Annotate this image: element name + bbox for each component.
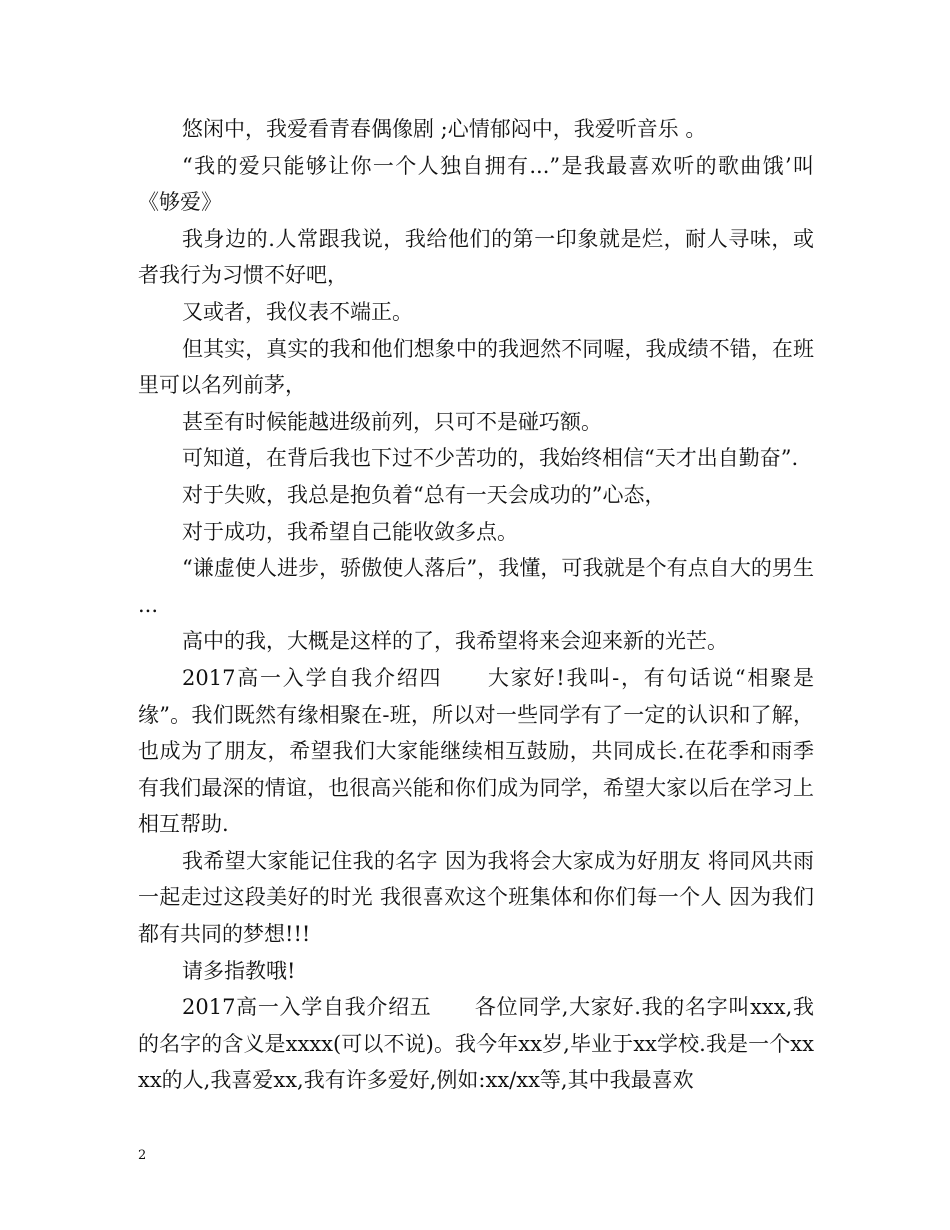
page-number: 2 (138, 1148, 147, 1163)
paragraph: 但其实，真实的我和他们想象中的我迥然不同喔，我成绩不错，在班里可以名列前茅， (138, 336, 814, 398)
paragraph: 悠闲中，我爱看青春偶像剧 ;心情郁闷中，我爱听音乐 。 (182, 117, 707, 141)
paragraph: 我希望大家能记住我的名字 因为我将会大家成为好朋友 将同风共雨 一起走过这段美好的时光 我很喜欢这个班集体和你们每一个人 因为我们都有共同的梦想!!! (138, 848, 821, 947)
paragraph: 又或者，我仪表不端正。 (182, 299, 413, 324)
paragraph: 高中的我，大概是这样的了，我希望将来会迎来新的光芒。 (182, 629, 728, 654)
paragraph: 对于失败，我总是抱负着“总有一天会成功的”心态， (182, 482, 666, 507)
paragraph: 2017高一入学自我介绍四 大家好!我叫-，有句话说“相聚是缘”。我们既然有缘相聚在-班，所以对一些同学有了一定的认识和了解，也成为了朋友，希望我们大家能继续相互鼓励，共同成长.在花季和雨季有我们最深的情谊，也很高兴能和你们成为同学，希望大家以后在学习上相互帮助. (138, 665, 814, 837)
paragraph: “谦虚使人进步，骄傲使人落后”，我懂，可我就是个有点自大的男生 ... (138, 556, 821, 617)
paragraph: 我身边的.人常跟我说，我给他们的第一印象就是烂，耐人寻味，或者我行为习惯不好吧， (138, 226, 814, 288)
document-body (138, 111, 821, 1099)
paragraph: 可知道，在背后我也下过不少苦功的，我始终相信“天才出自勤奋”. (182, 446, 799, 471)
paragraph: “我的爱只能够让你一个人独自拥有...”是我最喜欢听的歌曲饿’叫《够爱》 (138, 153, 814, 215)
paragraph: 2017高一入学自我介绍五 各位同学,大家好.我的名字叫xxx,我的名字的含义是xxxx(可以不说)。我今年xx岁,毕业于xx学校.我是一个xxxx的人,我喜爱xx,我有许多爱好,例如:xx/xx等,其中我最喜欢 (138, 995, 814, 1093)
paragraph: 甚至有时候能越进级前列，只可不是碰巧额。 (182, 409, 602, 434)
paragraph: 请多指教哦! (182, 958, 296, 983)
paragraph: 对于成功，我希望自己能收敛多点。 (182, 519, 518, 544)
